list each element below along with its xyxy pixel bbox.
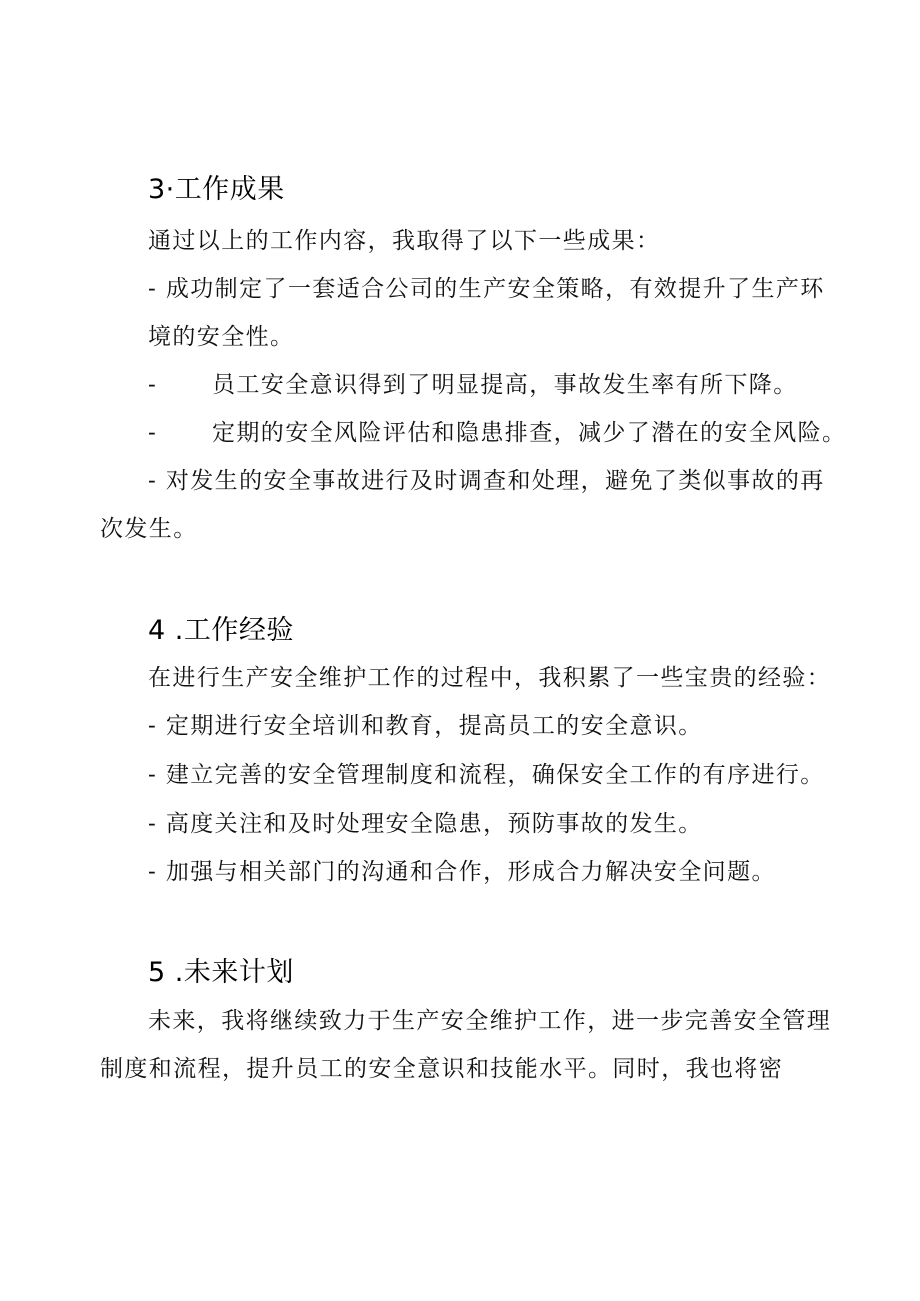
- list-item-results-2: [148, 370, 798, 400]
- list-dash: -: [148, 420, 158, 446]
- section-heading-results: 3·工作成果: [148, 174, 285, 205]
- paragraph-future-line1: 未来，我将继续致力于生产安全维护工作，进一步完善安全管理: [148, 1008, 832, 1034]
- section-heading-future: 5 .未来计划: [148, 957, 294, 988]
- section-heading-experience: 4 .工作经验: [148, 615, 294, 646]
- paragraph-future-line2: 制度和流程，提升员工的安全意识和技能水平。同时，我也将密: [100, 1056, 784, 1082]
- list-item-results-3: [148, 418, 846, 448]
- section-intro-results: 通过以上的工作内容，我取得了以下一些成果：: [148, 228, 661, 254]
- section-intro-experience: 在进行生产安全维护工作的过程中，我积累了一些宝贵的经验：: [148, 665, 832, 691]
- list-item-experience-3: - 高度关注和及时处理安全隐患，预防事故的发生。: [148, 811, 703, 837]
- list-item-results-1-line2: 境的安全性。: [148, 324, 295, 350]
- list-item-experience-4: - 加强与相关部门的沟通和合作，形成合力解决安全问题。: [148, 859, 776, 885]
- list-item-experience-2: - 建立完善的安全管理制度和流程，确保安全工作的有序进行。: [148, 762, 825, 788]
- list-dash: -: [148, 372, 158, 398]
- list-item-results-4-line1: - 对发生的安全事故进行及时调查和处理，避免了类似事故的再: [148, 468, 825, 494]
- list-item-text: 员工安全意识得到了明显提高，事故发生率有所下降。: [212, 372, 798, 398]
- list-item-results-4-line2: 次发生。: [100, 516, 198, 542]
- list-item-text: 定期的安全风险评估和隐患排查，减少了潜在的安全风险。: [212, 420, 847, 446]
- list-item-experience-1: - 定期进行安全培训和教育，提高员工的安全意识。: [148, 713, 703, 739]
- list-item-results-1-line1: - 成功制定了一套适合公司的生产安全策略，有效提升了生产环: [148, 276, 825, 302]
